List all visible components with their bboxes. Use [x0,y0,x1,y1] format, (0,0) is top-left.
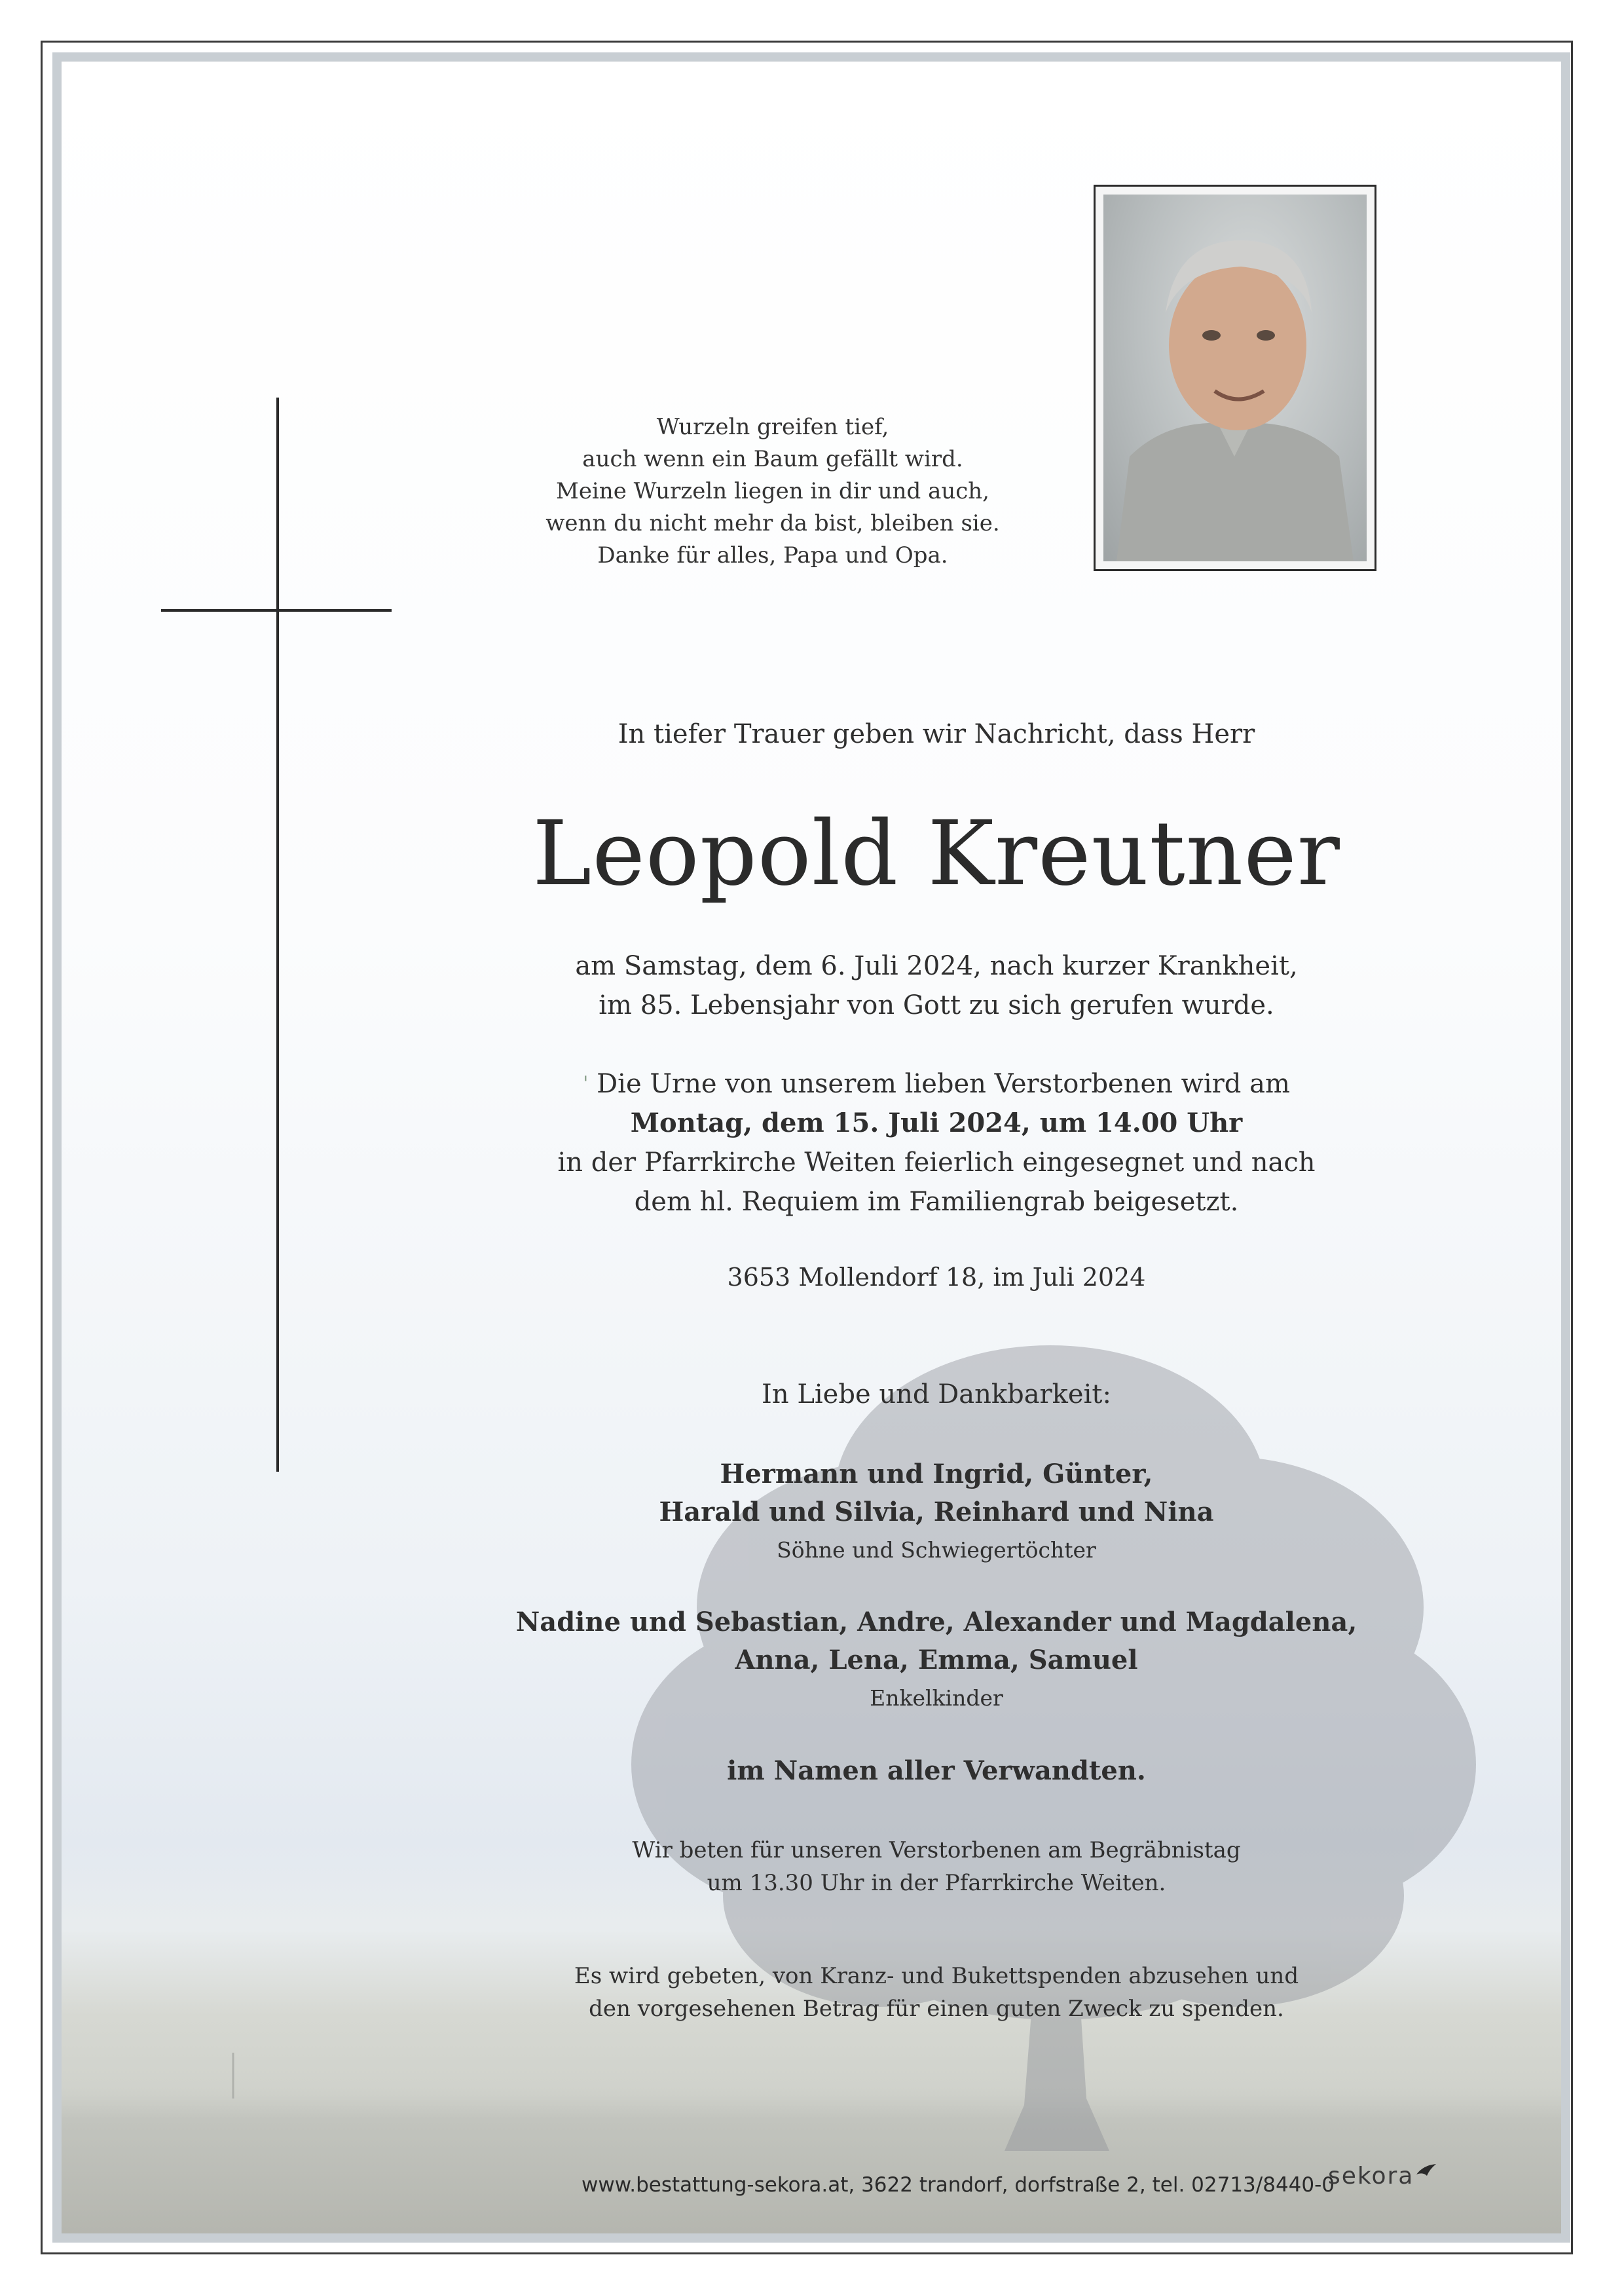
poem-line: Meine Wurzeln liegen in dir und auch, [556,478,989,504]
intro-text: In tiefer Trauer geben wir Nachricht, dass Herr [618,719,1255,749]
burial-date: Montag, dem 15. Juli 2024, um 14.00 Uhr [630,1108,1243,1138]
family-names: Hermann und Ingrid, Günter, [720,1459,1153,1489]
family-names: Nadine und Sebastian, Andre, Alexander und Magdalena, [515,1607,1357,1637]
portrait-frame [1094,185,1376,571]
donation-line: den vorgesehenen Betrag für einen guten Zweck zu spenden. [589,1996,1284,2022]
place-date: 3653 Mollendorf 18, im Juli 2024 [727,1263,1146,1292]
sekora-logo [1328,2163,1437,2190]
poem-line: Danke für alles, Papa und Opa. [597,542,948,569]
family-sons [426,1455,1447,1569]
death-line: im 85. Lebensjahr von Gott zu sich gerufen wurde. [599,990,1274,1020]
death-line: am Samstag, dem 6. Juli 2024, nach kurzer Krankheit, [575,951,1298,981]
death-notice [426,946,1447,1025]
family-relation: Enkelkinder [870,1685,1003,1711]
family-names: Anna, Lena, Emma, Samuel [735,1645,1138,1675]
tick-mark: ' [583,1072,589,1095]
burial-line: Die Urne von unserem lieben Verstorbenen wird am [597,1069,1290,1099]
family-grandchildren [426,1603,1447,1717]
thanks-heading: In Liebe und Dankbarkeit: [762,1379,1111,1409]
portrait-photo [1103,195,1367,561]
all-relatives: im Namen aller Verwandten. [727,1755,1146,1786]
footer-contact: www.bestattung-sekora.at, 3622 trandorf, dorfstraße 2, tel. 02713/8440-0 [581,2173,1335,2197]
poem-line: auch wenn ein Baum gefällt wird. [582,446,963,472]
bird-icon [1415,2163,1437,2178]
burial-notice [426,1064,1447,1222]
poem [511,411,1035,572]
poem-line: Wurzeln greifen tief, [656,414,889,440]
family-relation: Söhne und Schwiegertöchter [777,1537,1096,1563]
burial-line: dem hl. Requiem im Familiengrab beigesetzt. [634,1187,1239,1217]
prayer-note [426,1834,1447,1899]
donation-line: Es wird gebeten, von Kranz- und Bukettspenden abzusehen und [574,1963,1299,1989]
prayer-line: um 13.30 Uhr in der Pfarrkirche Weiten. [707,1870,1166,1896]
prayer-line: Wir beten für unseren Verstorbenen am Begräbnistag [632,1837,1241,1863]
poem-line: wenn du nicht mehr da bist, bleiben sie. [545,510,1000,536]
deceased-name: Leopold Kreutner [532,802,1340,906]
burial-line: in der Pfarrkirche Weiten feierlich eingesegnet und nach [557,1148,1316,1178]
donation-note [426,1960,1447,2025]
family-names: Harald und Silvia, Reinhard und Nina [659,1497,1214,1527]
logo-text: sekora [1328,2163,1414,2190]
